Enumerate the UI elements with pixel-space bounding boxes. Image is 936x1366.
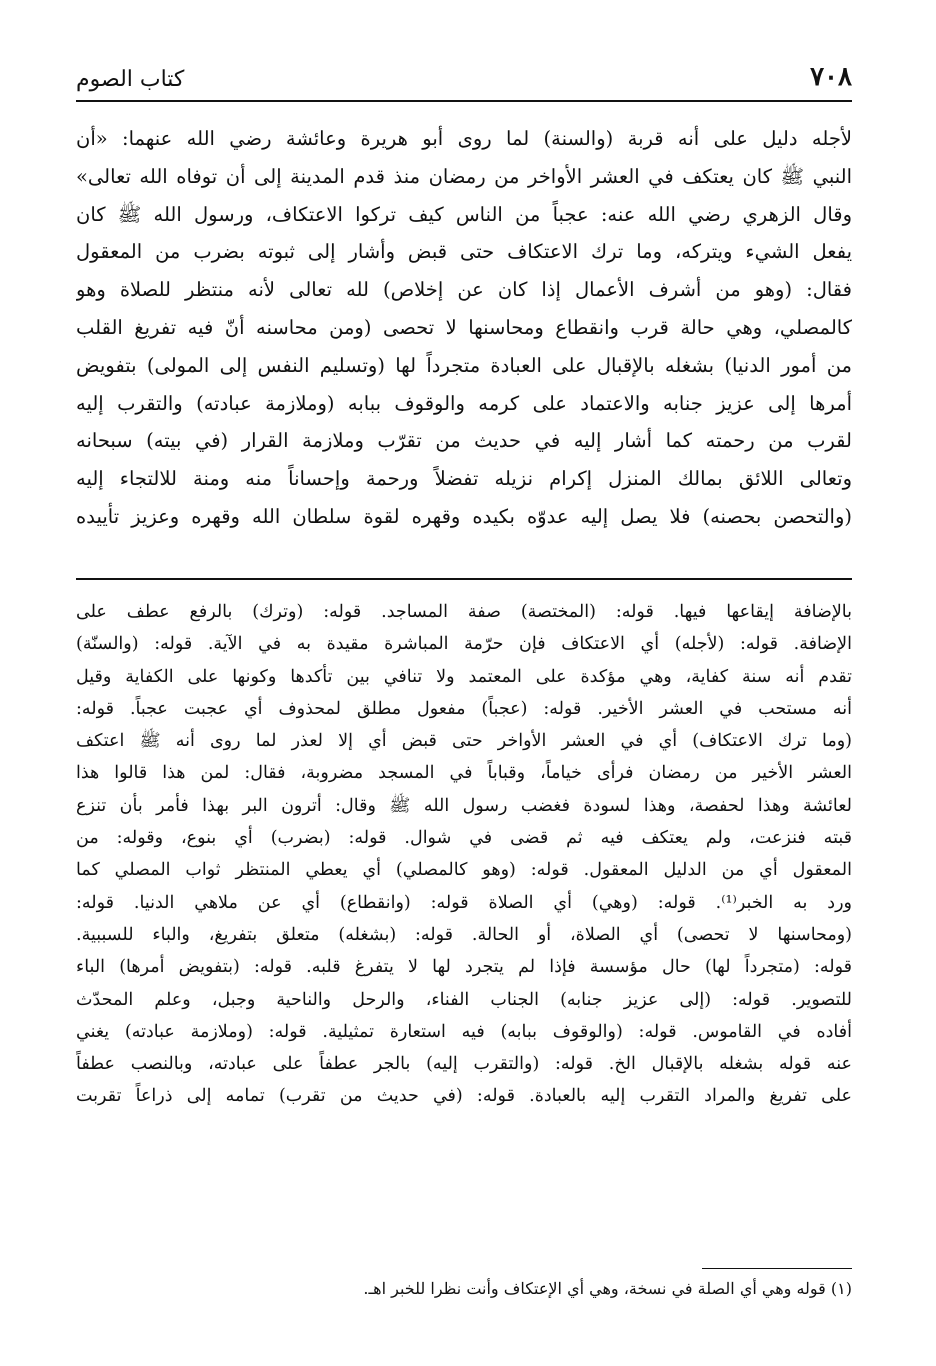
main-text-line: كالمصلي، وهي حالة قرب وانقطاع ومحاسنها لا تحصى (ومن محاسنه أنّ فيه تفريغ القلب <box>76 315 852 339</box>
commentary-line: الإضافة. قوله: (لأجله) أي الاعتكاف فإن حرّمة المباشرة مقيدة به في الآية. قوله: (والسنّة) <box>76 634 852 655</box>
commentary-text <box>76 596 852 1113</box>
commentary-line: قوله: (متجرداً لها) حال مؤسسة فإذا لم يتجرد لها لا يتفرغ قلبه. قوله: (بتفويض أمرها) الباء <box>76 957 852 978</box>
commentary-line: أنه مستحب في العشر الأخير. قوله: (عجباً) مفعول مطلق لمحذوف أي عجبت عجباً. قوله: <box>76 698 852 719</box>
main-text-line: يفعل الشيء ويتركه، وما ترك الاعتكاف حتى قبض وأشار إلى ثبوته بضرب من المعقول <box>76 240 852 264</box>
page-number: ٧٠٨ <box>810 62 852 92</box>
main-text-line: النبي ﷺ كان يعتكف في العشر الأواخر من رمضان منذ قدم المدينة إلى أن توفاه الله تعالى» <box>76 164 852 188</box>
commentary-line: (وما ترك الاعتكاف) أي في العشر الأواخر حتى قبض أي إلا لعذر لما روى أنه ﷺ اعتكف <box>76 731 852 752</box>
commentary-line: قبته فنزعت، ولم يعتكف فيه ثم قضى في شوال. قوله: (بضرب) أي بنوع، وقوله: من <box>76 828 852 849</box>
footnote: (١) قوله وهي أي الصلة في نسخة، وهي أي الإعتكاف وأنت نظرا للخبر اهـ. <box>363 1279 852 1298</box>
main-text-line: أمرها إلى عزيز جنابه والاعتماد على كرمه والوقوف ببابه (وملازمة عبادته) والتقرب إليه <box>76 391 852 415</box>
main-text-line: وقال الزهري رضي الله عنه: عجباً من الناس كيف تركوا الاعتكاف، ورسول الله ﷺ كان <box>76 202 852 226</box>
main-text-line: لأجله دليل على أنه قربة (والسنة) لما روى أبو هريرة وعائشة رضي الله عنهما: «أن <box>76 127 852 150</box>
text-divider <box>76 578 852 580</box>
book-title: كتاب الصوم <box>76 67 185 92</box>
commentary-line: العشر الأخير من رمضان فرأى خياماً، وقباباً في المسجد مضروبة، فقال: لمن هذا قالوا هذا <box>76 763 852 784</box>
commentary-line: تقدم أنه سنة كفاية، وهي مؤكدة على المعتمد ولا تنافي بين تأكدها وكونها على الكفاية وقيل <box>76 666 852 687</box>
commentary-line: المعقول أي من الدليل المعقول. قوله: (وهو كالمصلي) أي يعطي المنتظر ثواب المصلي كما <box>76 860 852 881</box>
main-text-line: وتعالى اللائق بمالك المنزل إكرام نزيله تفضلاً ورحمة وإحساناً منه ومنة للالتجاء إليه <box>76 467 852 491</box>
commentary-line: بالإضافة إيقاعها فيها. قوله: (المختصة) صفة المساجد. قوله: (وترك) بالرفع عطف على <box>76 602 852 622</box>
header-divider <box>76 100 852 102</box>
commentary-line: (ومحاسنها لا تحصى) أي الصلاة، أو الحالة. قوله: (بشغله) متعلق بتفريغ، والباء للسببية. <box>76 924 852 945</box>
commentary-line: ورد به الخبر⁽¹⁾. قوله: (وهي) أي الصلاة قوله: (وانقطاع) أي عن ملاهي الدنيا. قوله: <box>76 892 852 913</box>
commentary-line: للتصوير. قوله: (إلى عزيز جنابه) الجناب الفناء، والرحل والناحية وجبل، وعلم المحدّث <box>76 989 852 1010</box>
commentary-line: أفاده في القاموس. قوله: (والوقوف ببابه) فيه استعارة تمثيلية. قوله: (وملازمة عبادته) يغني <box>76 1021 852 1042</box>
main-text-line: فقال: (وهو من أشرف الأعمال إذا كان عن إخلاص) لله تعالى لأنه منتظر للصلاة وهو <box>76 278 852 302</box>
main-text <box>76 120 852 536</box>
commentary-line: عنه قوله بشغله بالإقبال الخ. قوله: (والتقرب إليه) بالجر عطفاً على عبادته، وبالنصب عطفاً <box>76 1054 852 1075</box>
main-text-line: لقرب من رحمته كما أشار إليه في حديث من تقرّب وملازمة القرار (في بيته) سبحانه <box>76 429 852 453</box>
main-text-line: (والتحصن بحصنه) فلا يصل إليه عدوّه بكيده وقهره لقوة سلطان الله وقهره وعزيز تأييده <box>76 504 852 528</box>
commentary-line: لعائشة وهذا لحفصة، وهذا لسودة فغضب رسول الله ﷺ وقال: أترون البر بهذا فأمر بأن تنزع <box>76 795 852 816</box>
footnote-divider <box>702 1268 852 1269</box>
page-header <box>76 56 852 92</box>
commentary-line: على تفريغ والمراد التقرب إليه بالعبادة. قوله: (في حديث من تقرب) تمامه إلى ذراعاً تقربت <box>76 1086 852 1107</box>
main-text-line: من أمور الدنيا) بشغله بالإقبال على العبادة متجرداً لها (وتسليم النفس إلى المولى) بتفويض <box>76 353 852 377</box>
